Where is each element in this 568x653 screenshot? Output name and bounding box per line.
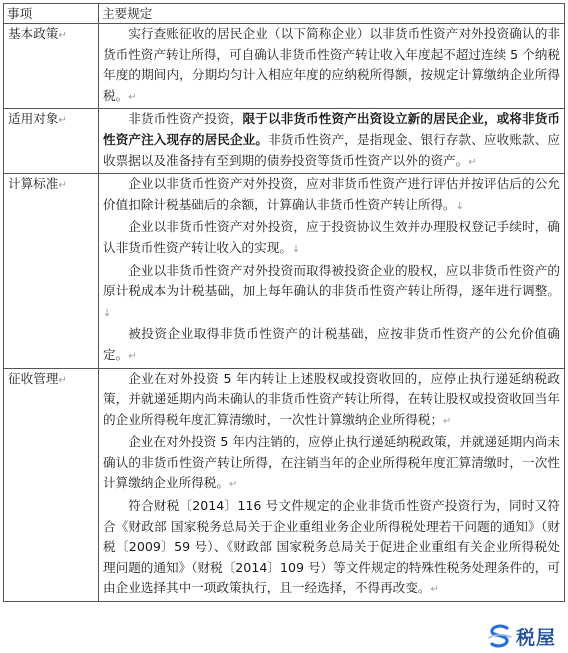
rule-paragraph bbox=[103, 432, 560, 496]
rule-paragraph bbox=[103, 496, 560, 601]
rule-paragraph bbox=[103, 369, 560, 433]
table-row bbox=[4, 24, 565, 109]
rule-text: 非货币性资产投资， bbox=[128, 111, 243, 127]
rule-text: 企业以非货币性资产对外投资，应对非货币性资产进行评估并按评估后的公允价值扣除计税基础后的余额，计算确认非货币性资产转让所得。 bbox=[103, 176, 560, 212]
paragraph-mark: ↵ bbox=[128, 350, 137, 362]
rule-text: 企业在对外投资 5 年内转让上述股权或投资收回的，应停止执行递延纳税政策，并就递延期内尚未确认的非货币性资产转让所得，在转让股权或投资收回当年的企业所得税年度汇算清缴时，一次性计算缴纳企业所得税； bbox=[103, 370, 560, 427]
table-row bbox=[4, 174, 565, 368]
row-label bbox=[4, 24, 99, 109]
header-col-item: 事项 bbox=[4, 4, 99, 24]
row-label bbox=[4, 174, 99, 368]
table-header-row bbox=[4, 4, 565, 24]
policy-table bbox=[3, 3, 565, 602]
table-row bbox=[4, 368, 565, 602]
paragraph-mark: ↓ bbox=[291, 243, 301, 255]
row-content bbox=[99, 109, 565, 174]
row-label-text: 计算标准 bbox=[8, 176, 59, 192]
table-row bbox=[4, 109, 565, 174]
paragraph-mark: ↵ bbox=[468, 156, 477, 168]
watermark-logo bbox=[482, 621, 560, 651]
paragraph-mark: ↓ bbox=[455, 200, 465, 212]
rule-text: 企业以非货币性资产对外投资而取得被投资企业的股权，应以非货币性资产的原计税成本为计税基础，加上每年确认的非货币性资产转让所得，逐年进行调整。 bbox=[103, 262, 560, 299]
row-label bbox=[4, 368, 99, 602]
watermark-logo-text: 税屋 bbox=[515, 626, 556, 649]
rule-paragraph bbox=[103, 174, 560, 217]
rule-paragraph bbox=[103, 261, 560, 325]
paragraph-mark: ↵ bbox=[430, 584, 439, 596]
paragraph-mark: ↓ bbox=[103, 307, 112, 319]
row-label-text: 适用对象 bbox=[8, 111, 59, 127]
paragraph-mark: ↵ bbox=[58, 30, 67, 41]
row-content bbox=[99, 368, 565, 602]
row-content bbox=[99, 24, 565, 109]
row-label-text: 征收管理 bbox=[8, 370, 59, 386]
paragraph-mark: ↵ bbox=[443, 415, 452, 427]
paragraph-mark: ↵ bbox=[58, 180, 67, 192]
paragraph-mark: ↵ bbox=[58, 115, 67, 127]
row-label bbox=[4, 109, 99, 174]
header-col-rules: 主要规定 bbox=[99, 4, 565, 24]
rule-paragraph bbox=[103, 24, 560, 108]
s-swoosh-icon bbox=[486, 622, 514, 650]
rule-text: 符合财税〔2014〕116 号文件规定的企业非货币性资产投资行为，同时又符合《财政部 国家税务总局关于企业重组业务企业所得税处理若干问题的通知》（财税〔2009〕59 号）、《财政部 国家税务总局关于促进企业重组有关企业所得税处理问题的通知》（财税〔2014〕109 号）等文件规定的特殊性税务处理条件的，可由企业选择其中一项政策执行，且一经选择，不得再改变。 bbox=[103, 498, 560, 596]
rule-text: 企业在对外投资 5 年内注销的，应停止执行递延纳税政策，并就递延期内尚未确认的非货币性资产转让所得，在注销当年的企业所得税年度汇算清缴时，一次性计算缴纳企业所得税。 bbox=[103, 434, 560, 491]
rule-text: 被投资企业取得非货币性资产的计税基础，应按非货币性资产的公允价值确定。 bbox=[103, 326, 560, 362]
paragraph-mark: ↵ bbox=[58, 374, 67, 386]
rule-paragraph bbox=[103, 109, 560, 173]
rule-text: 实行查账征收的居民企业（以下简称企业）以非货币性资产对外投资确认的非货币性资产转让所得，可自确认非货币性资产转让收入年度起不超过连续 5 个纳税年度的期间内，分期均匀计入相应年度的应纳税所得额，按规定计算缴纳企业所得税。 bbox=[103, 26, 560, 103]
paragraph-mark: ↵ bbox=[228, 479, 238, 491]
rule-paragraph bbox=[103, 217, 560, 260]
rule-paragraph bbox=[103, 324, 560, 367]
paragraph-mark: ↵ bbox=[128, 91, 137, 103]
row-label-text: 基本政策 bbox=[8, 26, 59, 41]
rule-text: 企业以非货币性资产对外投资，应于投资协议生效并办理股权登记手续时，确认非货币性资产转让收入的实现。 bbox=[103, 219, 560, 255]
rule-text: 非货币性资产，是指现金、银行存款、应收账款、应收票据以及准备持有至到期的债券投资等货币性资产以外的资产。 bbox=[103, 131, 561, 168]
rule-text-bold: 限于以非货币性资产出资设立新的居民企业，或将非货币性资产注入现存的居民企业。 bbox=[103, 111, 561, 147]
row-content bbox=[99, 174, 565, 368]
